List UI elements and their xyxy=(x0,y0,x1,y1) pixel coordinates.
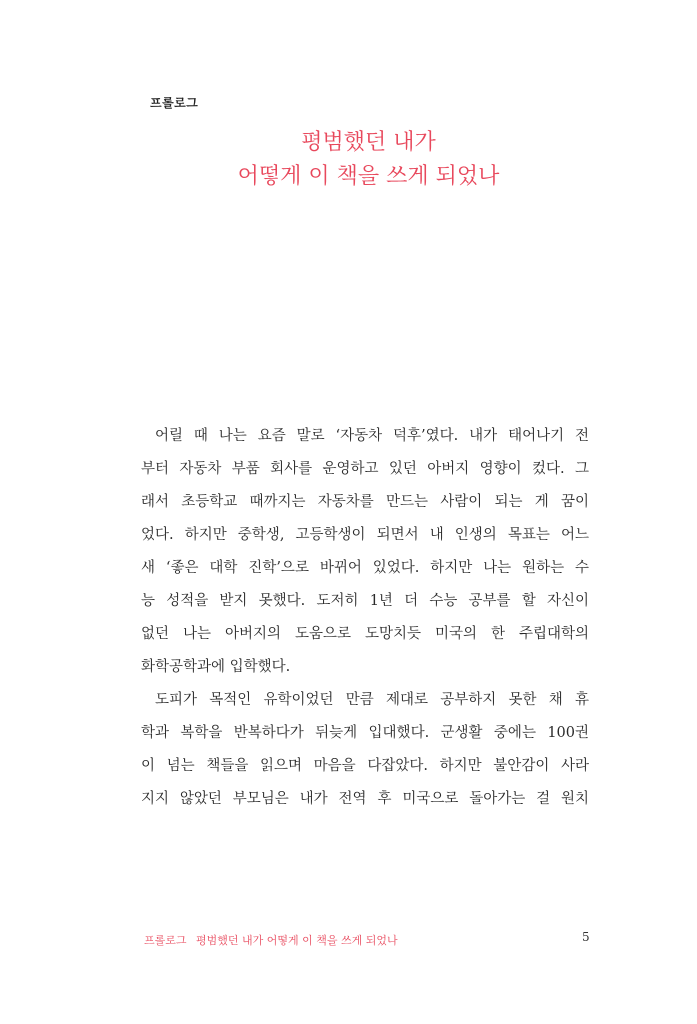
body-line: 도피가 목적인 유학이었던 만큼 제대로 공부하지 못한 채 휴 xyxy=(155,692,589,708)
chapter-title-line-2: 어떻게 이 책을 쓰게 되었나 xyxy=(237,164,500,189)
section-label: 프롤로그 xyxy=(150,96,199,110)
footer-chapter: 프롤로그 xyxy=(144,934,187,947)
body-line: 래서 초등학교 때까지는 자동차를 만드는 사람이 되는 게 꿈이 xyxy=(141,494,589,510)
body-line: 부터 자동차 부품 회사를 운영하고 있던 아버지 영향이 컸다. 그 xyxy=(141,461,589,477)
body-line: 능 성적을 받지 못했다. 도저히 1년 더 수능 공부를 할 자신이 xyxy=(141,593,589,609)
footer-running-title: 평범했던 내가 어떻게 이 책을 쓰게 되었나 xyxy=(196,934,398,947)
chapter-title-line-1: 평범했던 내가 xyxy=(301,130,436,155)
chapter-title xyxy=(140,126,597,194)
body-text xyxy=(141,420,589,816)
body-line: 학과 복학을 반복하다가 뒤늦게 입대했다. 군생활 중에는 100권 xyxy=(141,725,589,741)
body-line: 어릴 때 나는 요즘 말로 ‘자동차 덕후’였다. 내가 태어나기 전 xyxy=(155,428,589,444)
running-footer xyxy=(144,932,398,948)
body-line: 지지 않았던 부모님은 내가 전역 후 미국으로 돌아가는 걸 원치 xyxy=(141,791,589,807)
body-line: 이 넘는 책들을 읽으며 마음을 다잡았다. 하지만 불안감이 사라 xyxy=(141,758,589,774)
body-line: 없던 나는 아버지의 도움으로 도망치듯 미국의 한 주립대학의 xyxy=(141,626,589,642)
body-line: 새 ‘좋은 대학 진학’으로 바뀌어 있었다. 하지만 나는 원하는 수 xyxy=(141,560,589,576)
body-line: 었다. 하지만 중학생, 고등학생이 되면서 내 인생의 목표는 어느 xyxy=(141,527,589,543)
body-line: 화학공학과에 입학했다. xyxy=(141,659,291,675)
page-number: 5 xyxy=(582,930,590,944)
